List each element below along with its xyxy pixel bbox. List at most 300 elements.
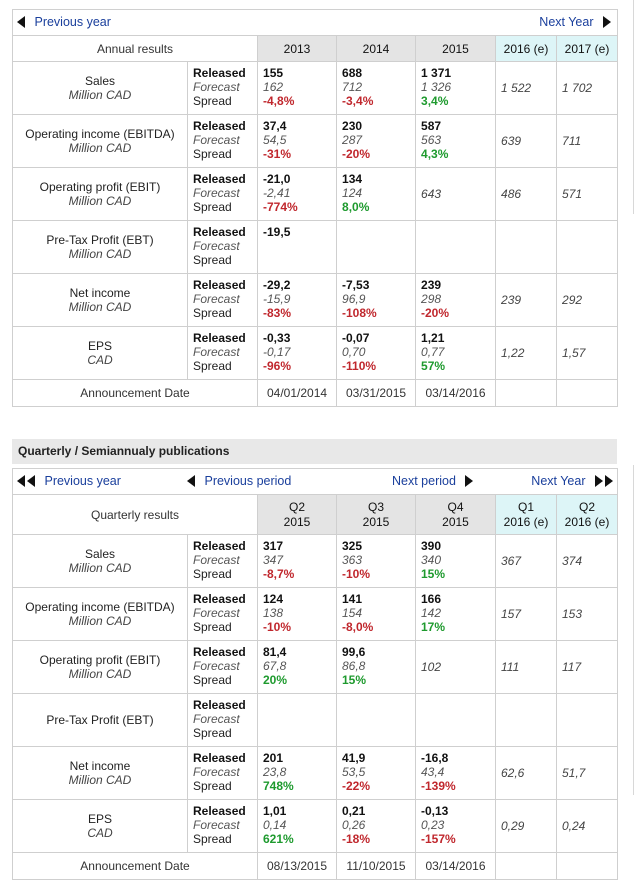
spread-label: Spread: [193, 253, 232, 267]
estimate-value: 0,24: [562, 819, 586, 833]
estimate-value: 1,22: [501, 346, 525, 360]
spread-label: Spread: [193, 779, 232, 793]
metric-label: [13, 274, 188, 327]
released-value: 0,21: [342, 804, 366, 818]
period-header-line2: 2015: [283, 514, 311, 529]
row-type-labels: [188, 641, 258, 694]
announcement-row: [13, 380, 618, 407]
metric-name: Operating income (EBITDA): [25, 600, 175, 614]
row-type-labels: [188, 800, 258, 853]
estimate-value: 51,7: [562, 766, 586, 780]
metric-unit: Million CAD: [68, 194, 132, 208]
period-header: [337, 495, 416, 535]
metric-unit: Million CAD: [68, 141, 132, 155]
estimate-value: 711: [562, 134, 582, 148]
row-type-labels: [188, 535, 258, 588]
quarterly-previous-period-link[interactable]: Previous period: [187, 474, 291, 488]
estimate-cell: [496, 747, 557, 800]
released-value: 141: [342, 592, 363, 606]
row-type-labels: [188, 168, 258, 221]
quarterly-previous-year-link[interactable]: Previous year: [17, 474, 121, 488]
table-row: [13, 168, 618, 221]
forecast-value: 563: [421, 133, 442, 147]
released-label: Released: [193, 278, 246, 292]
value-cell: [416, 535, 496, 588]
spread-value: 20%: [263, 673, 288, 687]
forecast-value: 162: [263, 80, 284, 94]
spread-value: -10%: [263, 620, 292, 634]
metric-unit: CAD: [87, 826, 113, 840]
table-row: [13, 327, 618, 380]
estimate-cell: [557, 800, 618, 853]
announcement-date: [557, 853, 618, 880]
value-cell: [416, 641, 496, 694]
announcement-date: [557, 380, 618, 407]
period-header-line1: Q4: [447, 499, 464, 514]
metric-unit: Million CAD: [68, 773, 132, 787]
spread-value: 17%: [421, 620, 446, 634]
annual-results-table: [12, 35, 618, 407]
forecast-value: 287: [342, 133, 363, 147]
period-header-line1: Q3: [367, 499, 384, 514]
header-row: [13, 495, 618, 535]
estimate-value: 571: [562, 187, 583, 201]
announcement-date: 03/14/2016: [416, 380, 496, 407]
value-cell: [416, 168, 496, 221]
released-label: Released: [193, 645, 246, 659]
period-header: [416, 495, 496, 535]
spread-value: -8,7%: [263, 567, 295, 581]
metric-label: [13, 168, 188, 221]
spread-value: -18%: [342, 832, 371, 846]
released-label: Released: [193, 331, 246, 345]
released-value: 325: [342, 539, 363, 553]
period-header: 2014: [337, 36, 416, 62]
announcement-date-label: Announcement Date: [13, 380, 258, 407]
forecast-value: 43,4: [421, 765, 445, 779]
released-value: 37,4: [263, 119, 287, 133]
forecast-value: 67,8: [263, 659, 287, 673]
value-cell: [416, 747, 496, 800]
metric-name: EPS: [87, 812, 112, 826]
annual-previous-year-link[interactable]: Previous year: [17, 15, 111, 29]
spread-value: -108%: [342, 306, 377, 320]
forecast-value: 298: [421, 292, 442, 306]
estimate-cell: [496, 62, 557, 115]
forecast-label: Forecast: [193, 606, 240, 620]
estimate-value: 239: [501, 293, 522, 307]
estimate-cell: [496, 327, 557, 380]
table-row: [13, 221, 618, 274]
metric-label: [13, 62, 188, 115]
period-header-line2: 2015: [362, 514, 390, 529]
spread-value: -83%: [263, 306, 292, 320]
value-cell: [337, 115, 416, 168]
metric-label: [13, 694, 188, 747]
forecast-value: 0,23: [421, 818, 445, 832]
announcement-date: 08/13/2015: [258, 853, 337, 880]
spread-label: Spread: [193, 359, 232, 373]
forecast-label: Forecast: [193, 239, 240, 253]
announcement-date: 04/01/2014: [258, 380, 337, 407]
metric-name: Sales: [84, 547, 116, 561]
quarterly-results-table: [12, 494, 618, 880]
spread-value: -157%: [421, 832, 456, 846]
estimate-value: 117: [562, 660, 582, 674]
metric-unit: Million CAD: [68, 667, 132, 681]
estimate-cell: [557, 274, 618, 327]
released-value: 155: [263, 66, 284, 80]
estimate-cell: [557, 588, 618, 641]
metric-name: Net income: [69, 759, 131, 773]
released-value: -0,07: [342, 331, 370, 345]
released-label: Released: [193, 751, 246, 765]
spread-value: 4,3%: [421, 147, 449, 161]
forecast-value: 1 326: [421, 80, 452, 94]
estimate-value: 0,29: [501, 819, 525, 833]
estimate-value: 292: [562, 293, 583, 307]
estimate-value: 367: [501, 554, 522, 568]
estimate-cell: [496, 221, 557, 274]
spread-value: 621%: [263, 832, 294, 846]
spread-value: -31%: [263, 147, 292, 161]
row-type-labels: [188, 274, 258, 327]
forecast-value: -2,41: [263, 186, 291, 200]
row-type-labels: [188, 747, 258, 800]
spread-value: -20%: [342, 147, 371, 161]
forecast-value: 154: [342, 606, 363, 620]
spread-label: Spread: [193, 306, 232, 320]
metric-unit: CAD: [87, 353, 113, 367]
quarterly-next-year-link[interactable]: Next Year: [531, 474, 613, 488]
value-cell: [337, 588, 416, 641]
metric-name: EPS: [87, 339, 112, 353]
announcement-row: [13, 853, 618, 880]
spread-label: Spread: [193, 673, 232, 687]
forecast-label: Forecast: [193, 186, 240, 200]
value-cell: [337, 327, 416, 380]
released-label: Released: [193, 539, 246, 553]
released-label: Released: [193, 592, 246, 606]
forecast-value: 347: [263, 553, 284, 567]
forecast-value: 124: [342, 186, 363, 200]
row-type-labels: [188, 694, 258, 747]
metric-name: Pre-Tax Profit (EBT): [46, 233, 154, 247]
table-row: [13, 800, 618, 853]
estimate-value: 639: [501, 134, 522, 148]
metric-unit: Million CAD: [68, 561, 132, 575]
row-type-labels: [188, 327, 258, 380]
period-header: 2013: [258, 36, 337, 62]
value-cell: [337, 694, 416, 747]
spread-value: -4,8%: [263, 94, 295, 108]
metric-label: [13, 115, 188, 168]
value-cell: [337, 800, 416, 853]
value-cell: [416, 800, 496, 853]
table-row: [13, 641, 618, 694]
released-value: -21,0: [263, 172, 291, 186]
estimate-cell: [496, 694, 557, 747]
value-cell: [337, 221, 416, 274]
released-label: Released: [193, 225, 246, 239]
estimate-value: 1,57: [562, 346, 586, 360]
spread-value: 748%: [263, 779, 294, 793]
forecast-value: 23,8: [263, 765, 287, 779]
spread-value: -22%: [342, 779, 371, 793]
estimate-cell: [557, 747, 618, 800]
estimate-cell: [496, 115, 557, 168]
row-type-labels: [188, 588, 258, 641]
value-cell: [258, 535, 337, 588]
metric-label: [13, 641, 188, 694]
value-cell: [258, 641, 337, 694]
spread-label: Spread: [193, 200, 232, 214]
forecast-value: 340: [421, 553, 442, 567]
announcement-date: 03/31/2015: [337, 380, 416, 407]
estimate-cell: [557, 535, 618, 588]
value-cell: [337, 168, 416, 221]
previous-arrow-icon: [17, 16, 25, 28]
value-cell: [337, 641, 416, 694]
metric-label: [13, 535, 188, 588]
released-value: 239: [421, 278, 442, 292]
spread-value: 15%: [342, 673, 367, 687]
released-value: 688: [342, 66, 363, 80]
spread-value: -110%: [342, 359, 377, 373]
value-cell: [258, 800, 337, 853]
spread-value: -139%: [421, 779, 456, 793]
estimate-cell: [557, 641, 618, 694]
forecast-value: 0,14: [263, 818, 287, 832]
estimate-cell: [496, 274, 557, 327]
released-value: 587: [421, 119, 442, 133]
released-label: Released: [193, 66, 246, 80]
spread-label: Spread: [193, 147, 232, 161]
announcement-date-label: Announcement Date: [13, 853, 258, 880]
next-arrow-icon: [465, 475, 473, 487]
spread-value: 3,4%: [421, 94, 449, 108]
table-header-label: Quarterly results: [13, 495, 258, 535]
estimate-cell: [496, 800, 557, 853]
metric-label: [13, 327, 188, 380]
forecast-value: 138: [263, 606, 284, 620]
period-header: [258, 495, 337, 535]
spread-value: -20%: [421, 306, 450, 320]
table-row: [13, 694, 618, 747]
spread-label: Spread: [193, 567, 232, 581]
value-cell: [416, 327, 496, 380]
released-value: 230: [342, 119, 363, 133]
spread-value: 15%: [421, 567, 446, 581]
metric-label: [13, 221, 188, 274]
released-value: -0,33: [263, 331, 291, 345]
value-cell: [416, 115, 496, 168]
previous-arrow-icon: [17, 475, 25, 487]
announcement-date: [496, 853, 557, 880]
row-type-labels: [188, 115, 258, 168]
table-row: [13, 747, 618, 800]
released-value: -7,53: [342, 278, 370, 292]
released-value: 166: [421, 592, 442, 606]
released-value: 1 371: [421, 66, 452, 80]
released-value: 81,4: [263, 645, 287, 659]
period-header-line2: 2015: [442, 514, 469, 529]
estimate-cell: [557, 221, 618, 274]
next-arrow-icon: [595, 475, 603, 487]
estimate-cell: [496, 535, 557, 588]
forecast-value: 86,8: [342, 659, 366, 673]
forecast-value: 142: [421, 606, 442, 620]
estimate-cell: [496, 588, 557, 641]
period-header: 2017 (e): [557, 36, 618, 62]
spread-value: -3,4%: [342, 94, 374, 108]
estimate-cell: [496, 168, 557, 221]
spread-value: -8,0%: [342, 620, 374, 634]
table-row: [13, 588, 618, 641]
scrollbar-track: [633, 465, 634, 795]
forecast-label: Forecast: [193, 659, 240, 673]
value-cell: [416, 588, 496, 641]
estimate-cell: [557, 62, 618, 115]
metric-name: Operating profit (EBIT): [39, 180, 161, 194]
table-row: [13, 274, 618, 327]
announcement-date: [496, 380, 557, 407]
period-header-line1: Q2: [578, 499, 595, 514]
annual-nav-bar: [12, 9, 618, 36]
forecast-value: 54,5: [263, 133, 287, 147]
released-value: 201: [263, 751, 284, 765]
value-cell: [258, 327, 337, 380]
forecast-value: -0,17: [263, 345, 291, 359]
forecast-label: Forecast: [193, 80, 240, 94]
period-header: [496, 495, 557, 535]
estimate-value: 1 522: [501, 81, 532, 95]
released-value: -16,8: [421, 751, 449, 765]
table-row: [13, 535, 618, 588]
forecast-value: 53,5: [342, 765, 366, 779]
released-value: -29,2: [263, 278, 291, 292]
metric-label: [13, 800, 188, 853]
metric-label: [13, 747, 188, 800]
estimate-cell: [557, 327, 618, 380]
quarterly-next-period-link[interactable]: Next period: [392, 474, 473, 488]
value-cell: [337, 62, 416, 115]
previous-arrow-icon: [27, 475, 35, 487]
value-cell: [258, 588, 337, 641]
estimate-cell: [496, 641, 557, 694]
metric-name: Operating profit (EBIT): [39, 653, 161, 667]
forecast-value: 96,9: [342, 292, 366, 306]
metric-name: Operating income (EBITDA): [25, 127, 175, 141]
value-cell: [258, 747, 337, 800]
forecast-label: Forecast: [193, 765, 240, 779]
annual-next-year-link[interactable]: Next Year: [539, 15, 611, 29]
value-cell: [337, 274, 416, 327]
next-arrow-icon: [605, 475, 613, 487]
period-header: [557, 495, 618, 535]
spread-label: Spread: [193, 726, 232, 740]
period-header: 2015: [416, 36, 496, 62]
period-header-line1: Q1: [517, 499, 534, 514]
forecast-label: Forecast: [193, 133, 240, 147]
table-row: [13, 115, 618, 168]
forecast-value: 0,77: [421, 345, 445, 359]
announcement-date: 11/10/2015: [337, 853, 416, 880]
table-header-label: Annual results: [13, 36, 258, 62]
spread-label: Spread: [193, 620, 232, 634]
metric-name: Pre-Tax Profit (EBT): [46, 713, 154, 727]
header-row: [13, 36, 618, 62]
estimate-value: 153: [562, 607, 583, 621]
period-header-line2: 2016 (e): [564, 514, 610, 529]
spread-value: -96%: [263, 359, 292, 373]
spread-label: Spread: [193, 832, 232, 846]
forecast-label: Forecast: [193, 292, 240, 306]
forecast-value: 712: [342, 80, 363, 94]
forecast-value: 0,26: [342, 818, 366, 832]
spread-value: -774%: [263, 200, 298, 214]
metric-unit: Million CAD: [68, 247, 132, 261]
spread-value: -10%: [342, 567, 371, 581]
estimate-value: 486: [501, 187, 522, 201]
released-label: Released: [193, 804, 246, 818]
value-cell: [258, 168, 337, 221]
value-cell: [258, 221, 337, 274]
released-value: 317: [263, 539, 284, 553]
value-cell: [337, 747, 416, 800]
released-label: Released: [193, 172, 246, 186]
metric-unit: Million CAD: [68, 88, 132, 102]
period-header: 2016 (e): [496, 36, 557, 62]
released-value: 1,21: [421, 331, 445, 345]
released-value: 134: [342, 172, 363, 186]
spread-value: 57%: [421, 359, 446, 373]
estimate-value: 157: [501, 607, 522, 621]
period-header-line1: Q2: [288, 499, 305, 514]
metric-name: Sales: [84, 74, 116, 88]
estimate-value: 374: [562, 554, 583, 568]
released-value: 124: [263, 592, 284, 606]
value-cell: [258, 694, 337, 747]
scrollbar-track: [633, 0, 634, 214]
quarterly-nav-bar: [12, 468, 618, 495]
released-value: 390: [421, 539, 442, 553]
forecast-label: Forecast: [193, 345, 240, 359]
forecast-value: 643: [421, 187, 442, 201]
estimate-value: 62,6: [501, 766, 525, 780]
forecast-value: -15,9: [263, 292, 291, 306]
announcement-date: 03/14/2016: [416, 853, 496, 880]
metric-unit: Million CAD: [68, 300, 132, 314]
previous-arrow-icon: [187, 475, 195, 487]
estimate-value: 111: [501, 660, 520, 674]
value-cell: [416, 694, 496, 747]
spread-label: Spread: [193, 94, 232, 108]
value-cell: [416, 62, 496, 115]
released-value: 99,6: [342, 645, 366, 659]
spread-value: 8,0%: [342, 200, 370, 214]
value-cell: [416, 221, 496, 274]
forecast-value: 102: [421, 660, 442, 674]
value-cell: [258, 274, 337, 327]
released-value: 1,01: [263, 804, 287, 818]
released-value: -0,13: [421, 804, 449, 818]
table-row: [13, 62, 618, 115]
value-cell: [416, 274, 496, 327]
forecast-value: 0,70: [342, 345, 366, 359]
value-cell: [337, 535, 416, 588]
released-label: Released: [193, 119, 246, 133]
